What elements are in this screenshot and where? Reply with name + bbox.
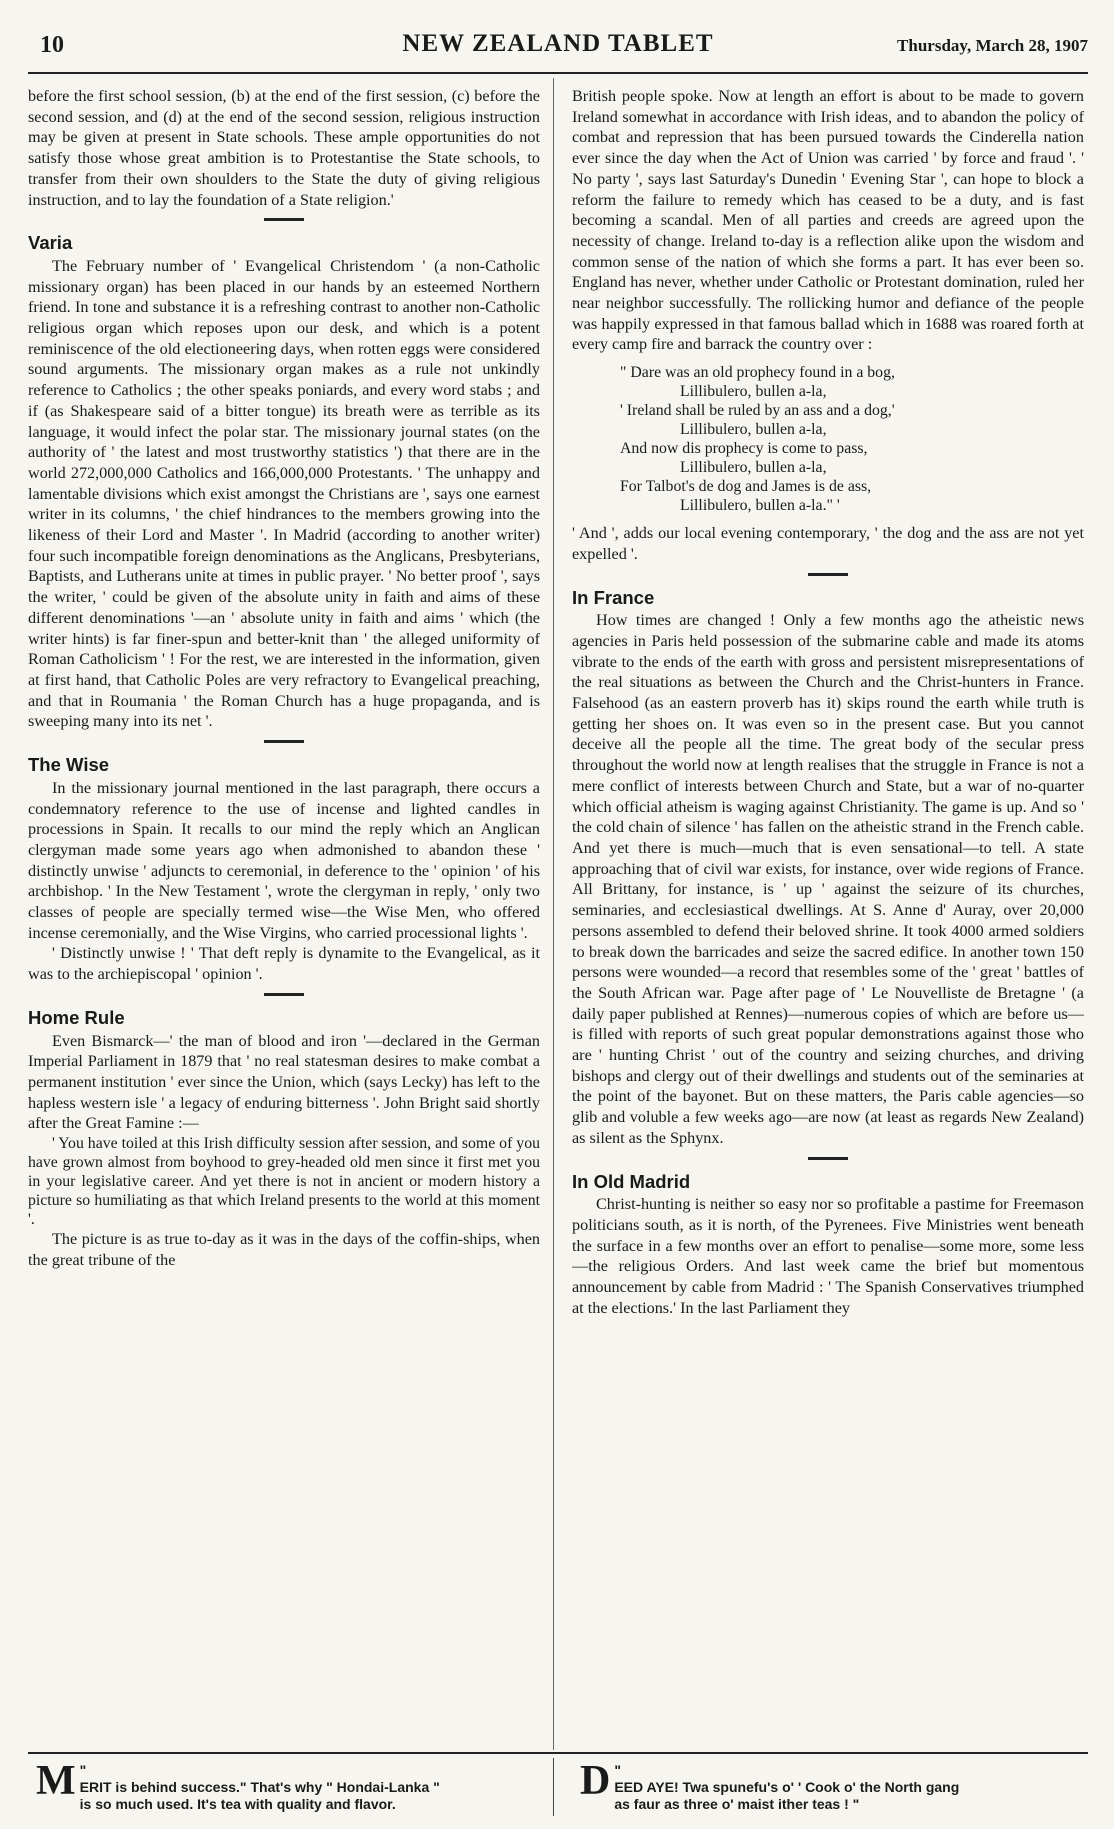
verse-line: Lillibulero, bullen a-la,	[680, 459, 827, 477]
ad-line: is so much used. It's tea with quality and flavor.	[79, 1796, 396, 1812]
wise-paragraph-1: In the missionary journal mentioned in the last paragraph, there occurs a condemnatory reference to the use of incense and lighted candles in processions in Spain. It recalls to our mind the reply which an Anglican clergyman made some years ago when admonished to abandon these ' distinctly unwise ' adjuncts to ceremonial, in deference to the ' opinion ' of his archbishop. ' In the New Testament ', wrote the clergyman in reply, ' only two classes of people are specially termed wise—the Wise Men, who offered incense ceremonially, and the Wise Virgins, who carried processional lights '.	[28, 778, 540, 942]
section-rule	[808, 573, 848, 576]
verse-line: Lillibulero, bullen a-la,	[680, 421, 827, 439]
home-rule-end-paragraph: The picture is as true to-day as it was in the days of the coffin-ships, when the great tribune of the	[28, 1230, 540, 1269]
masthead	[28, 26, 1088, 74]
after-verse-paragraph: ' And ', adds our local evening contemporary, ' the dog and the ass are not yet expelled '.	[572, 524, 1084, 563]
right-column	[572, 86, 1084, 1736]
madrid-heading: In Old Madrid	[572, 1170, 691, 1192]
ad-open-quote: "	[614, 1762, 621, 1778]
ad-drop-cap: D	[580, 1758, 611, 1804]
hondai-lanka-ad	[36, 1758, 536, 1814]
verse-line: ' Ireland shall be ruled by an ass and a dog,'	[620, 402, 895, 420]
ad-drop-cap: M	[36, 1758, 76, 1804]
wise-paragraph-2: ' Distinctly unwise ! ' That deft reply is dynamite to the Evangelical, as it was to the archiepiscopal ' opinion '.	[28, 944, 540, 984]
ad-line: as faur as three o' maist ither teas ! "	[614, 1796, 860, 1812]
verse-line: Lillibulero, bullen a-la." '	[680, 497, 840, 515]
continuation-paragraph: British people spoke. Now at length an effort is about to be made to govern Ireland somewhat in accordance with Irish ideas, and to abandon the policy of combat and repression that has been pursued towards the Cinderella nation ever since the day when the Act of Union was carried ' by force and fraud '. ' No party ', says last Saturday's Dunedin ' Evening Star ', can hope to block a reform the failure to remedy which has ceased to be a duty, and is fast becoming a scandal. Men of all parties and creeds are agreed upon the necessity of change. Ireland to-day is a reflection alike upon the wisdom and common sense of the nation of which she forms a part. It has ever been so. England has never, whether under Catholic or Protestant domination, ruled her near neighbor successfully. The rollicking humor and defiance of the people was happily expressed in that famous ballad which in 1688 was roared forth at every camp fire and barrack the country over :	[572, 87, 1084, 354]
footer-rule	[28, 1752, 1088, 1754]
madrid-paragraph: Christ-hunting is neither so easy nor so profitable a pastime for Freemason politicians south, as it is north, of the Pyrenees. Five Ministries went beneath the surface in a few months over an effort to penalise—some more, some less—the religious Orders. And last week came the brief but momentous announcement by cable from Madrid : ' The Spanish Conservatives triumphed at the elections.' In the last Parliament they	[572, 1195, 1084, 1317]
left-column	[28, 86, 540, 1736]
lillibulero-verse	[620, 363, 1084, 515]
verse-line: For Talbot's de dog and James is de ass,	[620, 478, 872, 496]
france-heading: In France	[572, 586, 655, 608]
section-rule	[264, 218, 304, 221]
home-rule-paragraph: Even Bismarck—' the man of blood and iron '—declared in the German Imperial Parliament in 1879 that ' no real statesman desires to make combat a permanent institution ' ever since the Union, which (says Lecky) has left to the hapless western isle ' a legacy of enduring bitterness '. John Bright said shortly after the Great Famine :—	[28, 1031, 540, 1133]
section-rule	[264, 740, 304, 743]
bright-quote: ' You have toiled at this Irish difficulty session after session, and some of you have grown almost from boyhood to grey-headed old men since it first met you in your legislative career. And yet there is not in ancient or modern history a picture so humiliating as that which Ireland presents to the world at this moment '.	[28, 1135, 540, 1229]
newspaper-title: NEW ZEALAND TABLET	[402, 30, 714, 57]
section-rule	[264, 993, 304, 996]
column-divider	[553, 78, 554, 1750]
ad-open-quote: "	[79, 1762, 87, 1778]
section-rule	[808, 1157, 848, 1160]
issue-date: Thursday, March 28, 1907	[897, 36, 1088, 55]
verse-line: Lillibulero, bullen a-la,	[680, 383, 827, 401]
wise-heading: The Wise	[28, 754, 110, 776]
page-number: 10	[40, 32, 64, 58]
intro-paragraph: before the first school session, (b) at the end of the first session, (c) before the second session, and (d) at the end of the second session, religious instruction may be given at present in State schools. These ample opportunities do not satisfy those whose great ambition is to Protestantise the State schools, to transfer from their own shoulders to the State the duty of giving religious instruction, and to lay the foundation of a State religion.'	[28, 87, 540, 209]
ad-line: ERIT is behind success." That's why " Hondai-Lanka "	[79, 1779, 440, 1795]
varia-paragraph: The February number of ' Evangelical Christendom ' (a non-Catholic missionary organ) has been placed in our hands by an esteemed Northern friend. In tone and substance it is a refreshing contrast to another non-Catholic religious organ which reposes upon our desk, and which is a potent reminiscence of the old electioneering days, when rotten eggs were considered sound arguments. The missionary organ makes as a rule not unkindly reference to Catholics ; the other speaks poniards, and every word stabs ; and if (as Shakespeare said of a bitter tongue) its breath were as terrible as its language, it would infect the polar star. The missionary journal states (on the authority of ' the latest and most trustworthy statistics ') that there are in the world 272,000,000 Catholics and 166,000,000 Protestants. ' The unhappy and lamentable divisions which exist amongst the Christians are ', says one earnest writer in its columns, ' the chief hindrances to the members growing into the likeness of their Lord and Master '. In Madrid (according to another writer) four such incompatible foreign denominations as the Anglicans, Presbyterians, Baptists, and Lutherans unite at times in public prayer. ' No better proof ', says the writer, ' could be given of the absolute unity in faith and aims of these different denominations '—an ' absolute unity in faith and aims ' which (the writer hints) is far finer-spun and better-knit than ' the alleged uniformity of Roman Catholicism ' ! For the rest, we are interested in the information, given at first hand, that Catholic Poles are very refractory to Evangelical preaching, and that in Roumania ' the Roman Church has a huge propaganda, and is sweeping many into its net '.	[28, 256, 540, 731]
ad-line: EED AYE! Twa spunefu's o' ' Cook o' the North gang	[614, 1779, 960, 1795]
ad-divider	[553, 1758, 554, 1816]
france-paragraph: How times are changed ! Only a few months ago the atheistic news agencies in Paris held possession of the submarine cable and made its atoms vibrate to the ends of the earth with gross and persistent misrepresentations of the real situations as between the Church and the Christ-hunters in France. Falsehood (as an eastern proverb has it) skips round the earth while truth is getting her shoes on. It was even so in the present case. But you cannot deceive all the people all the time. The great body of the secular press throughout the world now at length realises that the struggle in France is not a mere conflict of interests between Church and State, but a war of no-quarter which official atheism is waging against Christianity. The game is up. And so ' the cold chain of silence ' has fallen on the atheistic strand in the French cable. And yet there is much—much that is even sensational—to tell. A state approaching that of civil war exists, for instance, over wide regions of France. All Brittany, for instance, is ' up ' against the seizure of its churches, seminaries, and ecclesiastical dwellings. At S. Anne d' Auray, over 20,000 persons assembled to defend their beloved shrine. It took 4000 armed soldiers to break down the barricades and seize the sacred edifice. In another town 150 persons were wounded—a record that resembles some of the ' great ' battles of the South African war. Page after page of ' Le Nouvelliste de Bretagne ' (a daily paper published at Rennes)—numerous copies of which are before us—is filled with reports of such great popular demonstrations against those who are ' hunting Christ ' out of the country and seizing churches, and driving bishops and clergy out of their dwellings and students out of the seminaries at the point of the bayonet. But on these matters, the Paris cable agencies—so glib and voluble a few weeks ago—are now (at least as regards New Zealand) as silent as the Sphynx.	[572, 611, 1084, 1147]
varia-heading: Varia	[28, 232, 73, 254]
cook-o-the-north-ad	[580, 1758, 1080, 1814]
home-rule-heading: Home Rule	[28, 1006, 125, 1028]
verse-line: And now dis prophecy is come to pass,	[620, 440, 868, 458]
verse-line: " Dare was an old prophecy found in a bog,	[620, 364, 895, 382]
